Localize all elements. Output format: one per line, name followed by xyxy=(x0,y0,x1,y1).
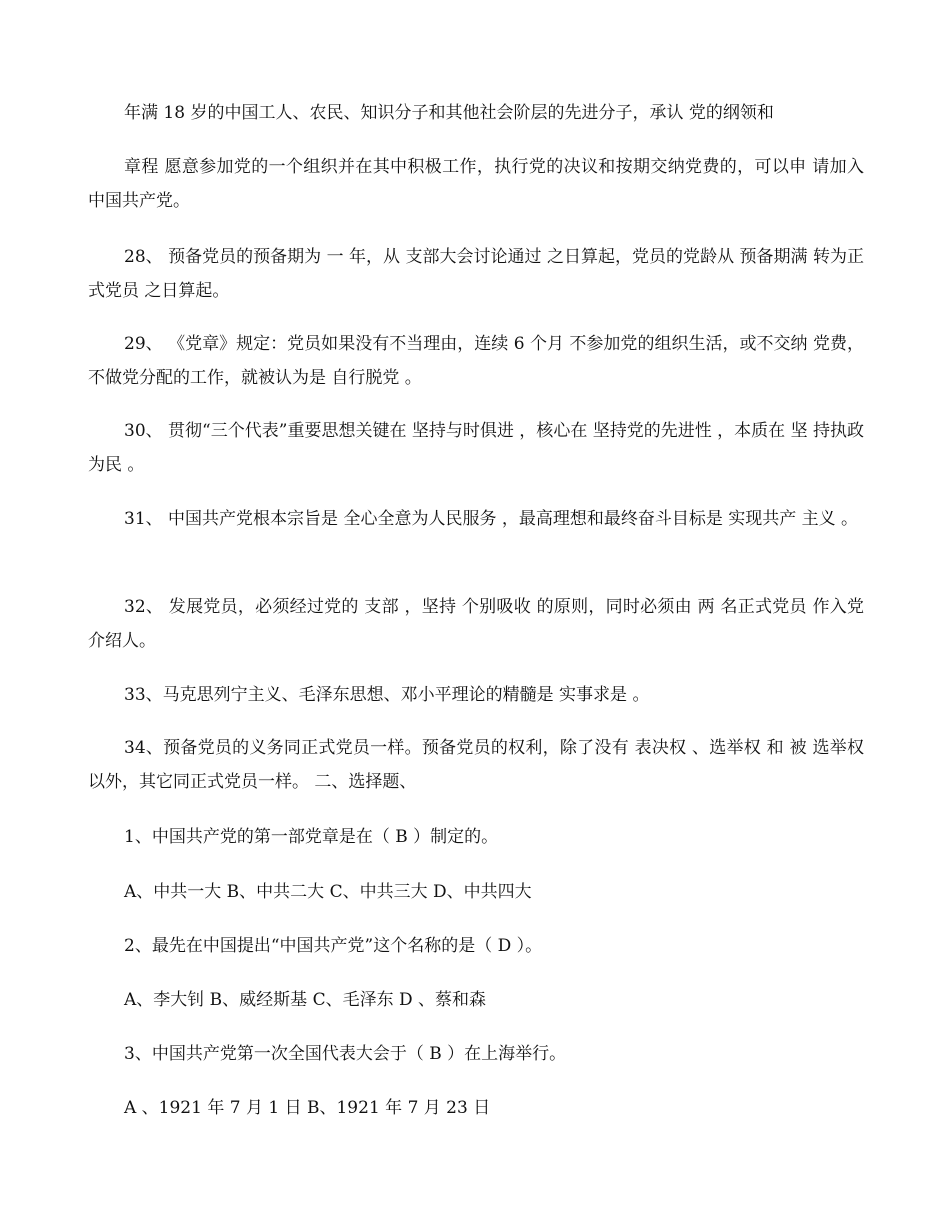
text-line: A、李大钊 B、威经斯基 C、毛泽东 D 、蔡和森 xyxy=(124,990,487,1010)
text-line: 持执政为民 。 xyxy=(88,421,865,475)
text-line: 1、中国共产党的第一部党章是在（ B ）制定的。 xyxy=(124,827,499,847)
text-line: 30、 贯彻“三个代表”重要思想关键在 坚持与时俱进 ，核心在 坚持党的先进性 ，本质在 坚 xyxy=(124,421,808,441)
text-line: 章程 愿意参加党的一个组织并在其中积极工作，执行党的决议和按期交纳党费的，可以申 xyxy=(124,157,807,177)
text-line: 28、 预备党员的预备期为 一 年，从 支部大会讨论通过 之日算起，党员的党龄从 预备期满 xyxy=(124,247,808,267)
text-line: 3、中国共产党第一次全国代表大会于（ B ）在上海举行。 xyxy=(124,1044,567,1064)
question-3 xyxy=(88,1037,864,1071)
text-line: 32、 发展党员，必须经过党的 支部 ，坚持 个别吸收 的原则，同时必须由 两 名正式党员 xyxy=(124,597,807,617)
text-line: 选举权 以外，其它同正式党员一样。 二、选择题、 xyxy=(88,738,865,792)
paragraph-item-34 xyxy=(88,731,864,799)
text-line: 2、最先在中国提出“中国共产党”这个名称的是（ D ）。 xyxy=(124,936,543,956)
text-line: 29、 《党章》规定：党员如果没有不当理由，连续 6 个月 不参加党的组织生活，或不交纳 xyxy=(124,334,808,354)
text-line: 34、预备党员的义务同正式党员一样。预备党员的权利，除了没有 表决权 、选举权 和 被 xyxy=(124,738,807,758)
text-line: 33、马克思列宁主义、毛泽东思想、邓小平理论的精髓是 实事求是 。 xyxy=(124,685,650,705)
text-line: 主义 。 xyxy=(801,509,859,529)
text-line: 年满 18 岁的中国工人、农民、知识分子和其他社会阶层的先进分子，承认 党的纲领和 xyxy=(124,103,774,123)
paragraph-item-30 xyxy=(88,414,864,482)
paragraph-item-33 xyxy=(88,678,864,712)
text-line: 党费，不做党分配的工作，就被认为是 自行脱党 。 xyxy=(88,334,865,388)
text-line: A 、1921 年 7 月 1 日 B、1921 年 7 月 23 日 xyxy=(124,1098,491,1118)
paragraph-item-29 xyxy=(88,327,864,395)
paragraph-item-31 xyxy=(88,502,864,536)
text-line: 转为正式党员 之日算起。 xyxy=(88,247,865,301)
text-line: 作入党介绍人。 xyxy=(88,597,865,651)
text-line: 31、 中国共产党根本宗旨是 全心全意为人民服务 ，最高理想和最终奋斗目标是 实现共产 xyxy=(124,509,797,529)
paragraph-item-32 xyxy=(88,590,864,658)
question-2 xyxy=(88,929,864,963)
paragraph-charter-acceptance xyxy=(88,150,864,218)
text-line: 请加入中国共产党。 xyxy=(88,157,865,211)
question-2-options xyxy=(88,983,864,1017)
text-line: A、中共一大 B、中共二大 C、中共三大 D、中共四大 xyxy=(124,882,532,902)
question-1 xyxy=(88,820,864,854)
question-1-options xyxy=(88,875,864,909)
paragraph-item-28 xyxy=(88,240,864,308)
question-3-options xyxy=(88,1091,864,1125)
paragraph-eligibility-line xyxy=(88,96,864,130)
